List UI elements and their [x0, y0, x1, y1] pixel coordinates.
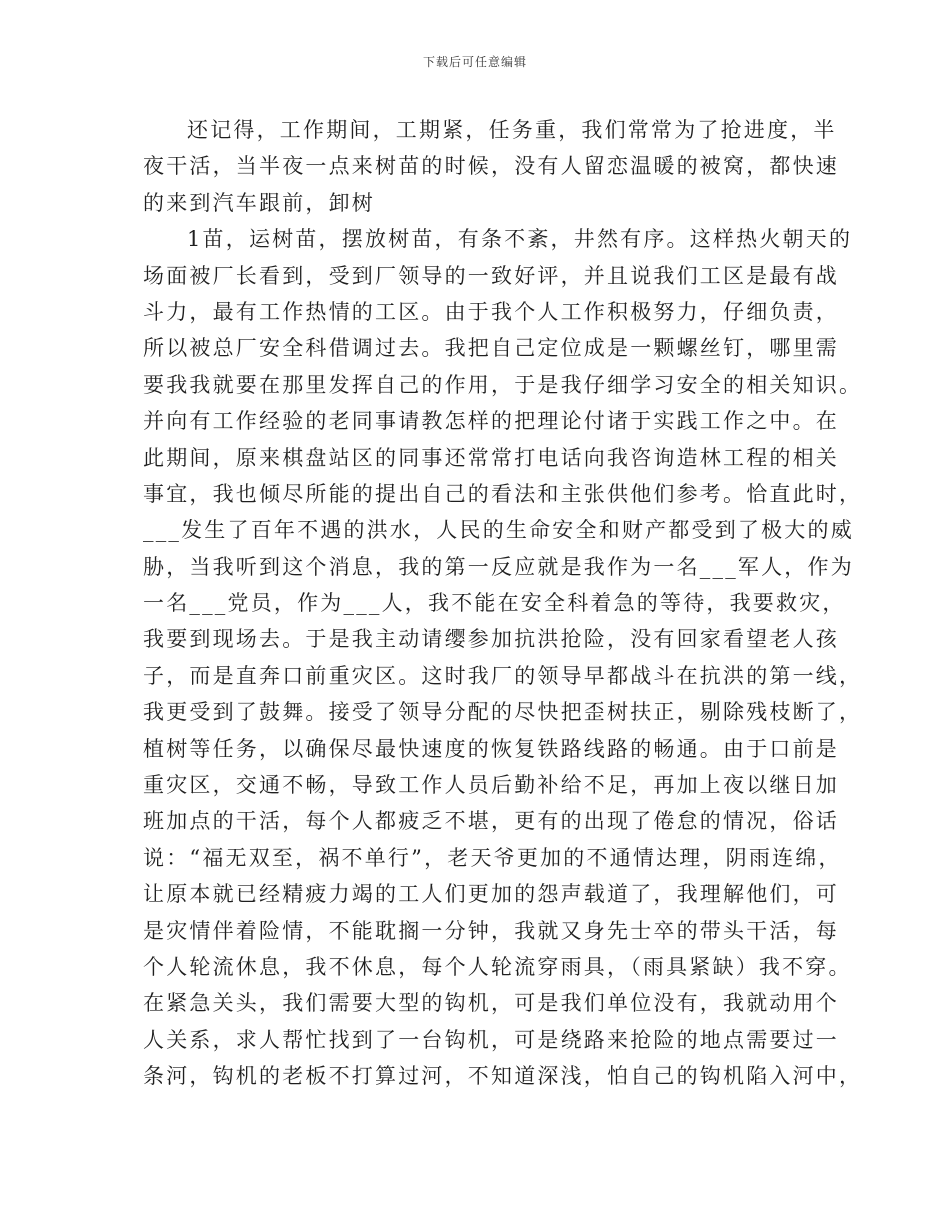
- text-line: 夜干活，当半夜一点来树苗的时候，没有人留恋温暖的被窝，都快速: [143, 154, 839, 179]
- text-line: 植树等任务，以确保尽最快速度的恢复铁路线路的畅通。由于口前是: [143, 736, 839, 761]
- text-line: 我更受到了鼓舞。接受了领导分配的尽快把歪树扶正，剔除残枝断了，: [143, 700, 863, 725]
- text-line: 事宜，我也倾尽所能的提出自己的看法和主张供他们参考。恰直此时，: [143, 481, 863, 506]
- body-text: [143, 112, 863, 1095]
- text-line: ___发生了百年不遇的洪水，人民的生命安全和财产都受到了极大的威: [143, 518, 854, 543]
- text-line: 所以被总厂安全科借调过去。我把自己定位成是一颗螺丝钉，哪里需: [143, 336, 839, 361]
- text-line: 1苗，运树苗，摆放树苗，有条不紊，井然有序。这样热火朝天的: [187, 227, 853, 252]
- text-line: 班加点的干活，每个人都疲乏不堪，更有的出现了倦怠的情况，俗话: [143, 809, 839, 834]
- text-line: 胁，当我听到这个消息，我的第一反应就是我作为一名___军人，作为: [143, 554, 854, 579]
- text-line: 斗力，最有工作热情的工区。由于我个人工作积极努力，仔细负责，: [143, 299, 839, 324]
- text-line: 此期间，原来棋盘站区的同事还常常打电话向我咨询造林工程的相关: [143, 445, 839, 470]
- text-line: 重灾区，交通不畅，导致工作人员后勤补给不足，再加上夜以继日加: [143, 773, 839, 798]
- text-line: 并向有工作经验的老同事请教怎样的把理论付诸于实践工作之中。在: [143, 409, 839, 434]
- text-line: 的来到汽车跟前，卸树: [143, 190, 375, 215]
- text-line: 说：“福无双至，祸不单行”，老天爷更加的不通情达理，阴雨连绵，: [143, 845, 842, 870]
- text-line: 我要到现场去。于是我主动请缨参加抗洪抢险，没有回家看望老人孩: [143, 627, 839, 652]
- text-line: 还记得，工作期间，工期紧，任务重，我们常常为了抢进度，半: [187, 118, 837, 142]
- text-line: 让原本就已经精疲力竭的工人们更加的怨声载道了，我理解他们，可: [143, 882, 839, 907]
- text-line: 一名___党员，作为___人，我不能在安全科着急的等待，我要救灾，: [143, 591, 846, 616]
- text-line: 子，而是直奔口前重灾区。这时我厂的领导早都战斗在抗洪的第一线，: [143, 663, 863, 688]
- text-line: 个人轮流休息，我不休息，每个人轮流穿雨具，（雨具紧缺）我不穿。: [143, 954, 852, 979]
- text-line: 是灾情伴着险情，不能耽搁一分钟，我就又身先士卒的带头干活，每: [143, 918, 839, 943]
- text-line: 人关系，求人帮忙找到了一台钩机，可是绕路来抢险的地点需要过一: [143, 1027, 839, 1052]
- page-header: 下载后可任意编辑: [422, 55, 527, 69]
- text-line: 条河，钩机的老板不打算过河，不知道深浅，怕自己的钩机陷入河中，: [143, 1064, 863, 1089]
- text-line: 在紧急关头，我们需要大型的钩机，可是我们单位没有，我就动用个: [143, 991, 839, 1016]
- text-line: 要我我就要在那里发挥自己的作用，于是我仔细学习安全的相关知识。: [143, 372, 863, 397]
- text-line: 场面被厂长看到，受到厂领导的一致好评，并且说我们工区是最有战: [143, 263, 839, 288]
